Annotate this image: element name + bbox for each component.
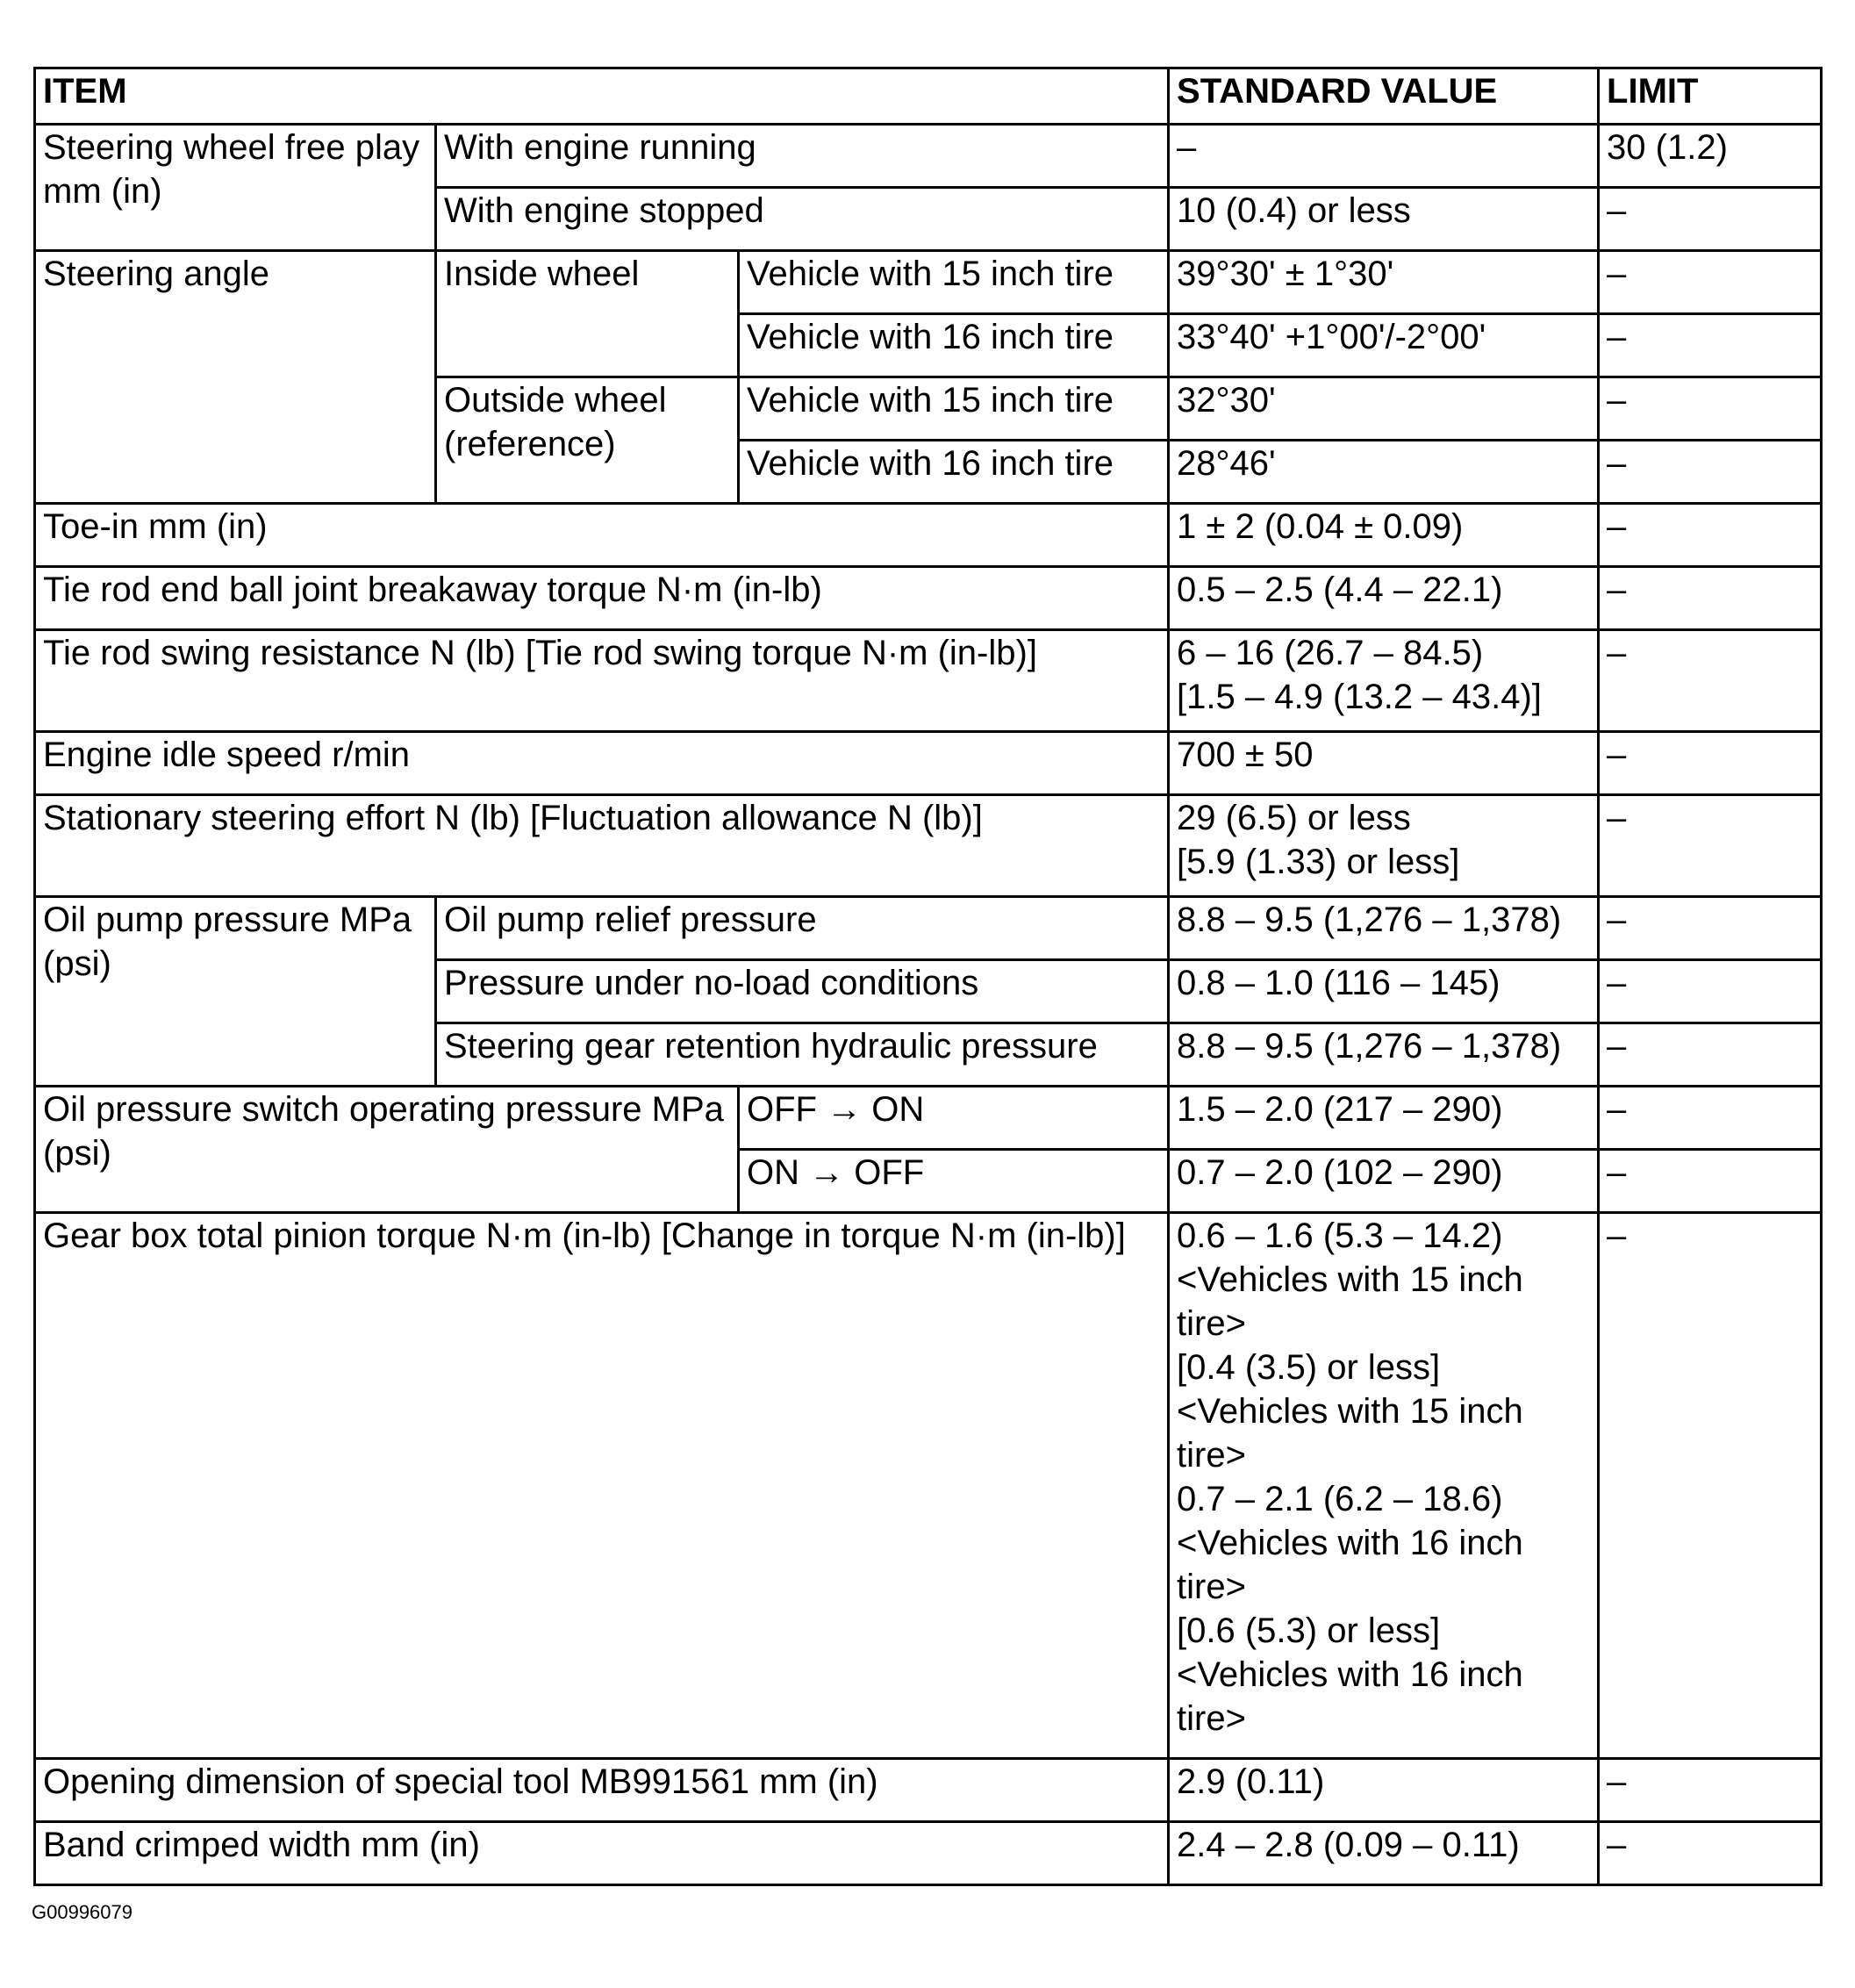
limit-cell: – [1599,1023,1822,1087]
limit-cell: – [1599,795,1822,897]
standard-cell [1169,795,1599,897]
item-cell: Oil pressure switch operating pressure MPa (psi) [35,1087,739,1213]
standard-cell: 28°46' [1169,441,1599,504]
table-row [35,504,1822,567]
limit-cell: – [1599,251,1822,314]
item-cell: Steering angle [35,251,436,504]
limit-cell: 30 (1.2) [1599,125,1822,188]
table-row [35,795,1822,897]
limit-cell: – [1599,630,1822,732]
table-row [35,630,1822,732]
table-row [35,567,1822,630]
item-cell: Band crimped width mm (in) [35,1822,1169,1885]
limit-cell: – [1599,1213,1822,1759]
tire-cell: Vehicle with 15 inch tire [739,377,1169,441]
standard-cell: 0.5 – 2.5 (4.4 – 22.1) [1169,567,1599,630]
condition-cell: With engine stopped [436,188,1169,251]
condition-cell: Oil pump relief pressure [436,897,1169,960]
limit-cell: – [1599,1759,1822,1822]
tire-cell: Vehicle with 15 inch tire [739,251,1169,314]
wheel-cell: Inside wheel [436,251,739,377]
table-row [35,897,1822,960]
table-row [35,125,1822,188]
standard-cell: 2.9 (0.11) [1169,1759,1599,1822]
limit-cell: – [1599,732,1822,795]
standard-cell: 32°30' [1169,377,1599,441]
tire-cell: Vehicle with 16 inch tire [739,441,1169,504]
standard-cell: – [1169,125,1599,188]
condition-cell: Steering gear retention hydraulic pressure [436,1023,1169,1087]
standard-line: [0.4 (3.5) or less] [1177,1348,1441,1387]
figure-id-caption: G00996079 [32,1901,132,1923]
tire-cell: Vehicle with 16 inch tire [739,314,1169,377]
item-cell: Toe-in mm (in) [35,504,1169,567]
standard-cell: 39°30' ± 1°30' [1169,251,1599,314]
limit-cell: – [1599,441,1822,504]
table-row [35,732,1822,795]
standard-cell: 0.7 – 2.0 (102 – 290) [1169,1150,1599,1213]
limit-cell: – [1599,567,1822,630]
standard-line: [0.6 (5.3) or less] [1177,1611,1441,1650]
header-standard-value: STANDARD VALUE [1169,68,1599,125]
limit-cell: – [1599,377,1822,441]
item-cell: Tie rod end ball joint breakaway torque N·m (in-lb) [35,567,1169,630]
wheel-cell: Outside wheel (reference) [436,377,739,504]
item-cell: Oil pump pressure MPa (psi) [35,897,436,1087]
limit-cell: – [1599,188,1822,251]
item-cell: Stationary steering effort N (lb) [Fluctuation allowance N (lb)] [35,795,1169,897]
limit-cell: – [1599,960,1822,1023]
standard-line: [5.9 (1.33) or less] [1177,843,1460,881]
standard-line: <Vehicles with 15 inch tire> [1177,1260,1523,1343]
table-row [35,1759,1822,1822]
standard-line: <Vehicles with 16 inch tire> [1177,1524,1523,1606]
header-item: ITEM [35,68,1169,125]
limit-cell: – [1599,1087,1822,1150]
standard-cell: 1 ± 2 (0.04 ± 0.09) [1169,504,1599,567]
standard-cell: 33°40' +1°00'/-2°00' [1169,314,1599,377]
table-row [35,1213,1822,1759]
standard-line: 0.6 – 1.6 (5.3 – 14.2) [1177,1216,1503,1255]
table-row [35,251,1822,314]
limit-cell: – [1599,314,1822,377]
header-row [35,68,1822,125]
header-limit: LIMIT [1599,68,1822,125]
table-row [35,1087,1822,1150]
item-cell: Gear box total pinion torque N·m (in-lb) [Change in torque N·m (in-lb)] [35,1213,1169,1759]
limit-cell: – [1599,1150,1822,1213]
standard-line: [1.5 – 4.9 (13.2 – 43.4)] [1177,678,1542,716]
standard-line: <Vehicles with 15 inch tire> [1177,1392,1523,1475]
standard-cell [1169,1213,1599,1759]
standard-cell: 8.8 – 9.5 (1,276 – 1,378) [1169,897,1599,960]
limit-cell: – [1599,504,1822,567]
condition-cell: OFF → ON [739,1087,1169,1150]
standard-line: 29 (6.5) or less [1177,799,1411,837]
condition-cell: With engine running [436,125,1169,188]
standard-cell: 10 (0.4) or less [1169,188,1599,251]
standard-line: 0.7 – 2.1 (6.2 – 18.6) [1177,1480,1503,1518]
standard-cell [1169,630,1599,732]
standard-cell: 700 ± 50 [1169,732,1599,795]
item-cell: Engine idle speed r/min [35,732,1169,795]
limit-cell: – [1599,897,1822,960]
specifications-table [33,67,1823,1886]
condition-cell: ON → OFF [739,1150,1169,1213]
item-cell: Tie rod swing resistance N (lb) [Tie rod swing torque N·m (in-lb)] [35,630,1169,732]
standard-line: 6 – 16 (26.7 – 84.5) [1177,634,1484,672]
limit-cell: – [1599,1822,1822,1885]
item-cell: Steering wheel free play mm (in) [35,125,436,251]
standard-cell: 0.8 – 1.0 (116 – 145) [1169,960,1599,1023]
standard-cell: 2.4 – 2.8 (0.09 – 0.11) [1169,1822,1599,1885]
standard-cell: 8.8 – 9.5 (1,276 – 1,378) [1169,1023,1599,1087]
condition-cell: Pressure under no-load conditions [436,960,1169,1023]
standard-cell: 1.5 – 2.0 (217 – 290) [1169,1087,1599,1150]
table-row [35,1822,1822,1885]
standard-line: <Vehicles with 16 inch tire> [1177,1655,1523,1738]
item-cell: Opening dimension of special tool MB991561 mm (in) [35,1759,1169,1822]
